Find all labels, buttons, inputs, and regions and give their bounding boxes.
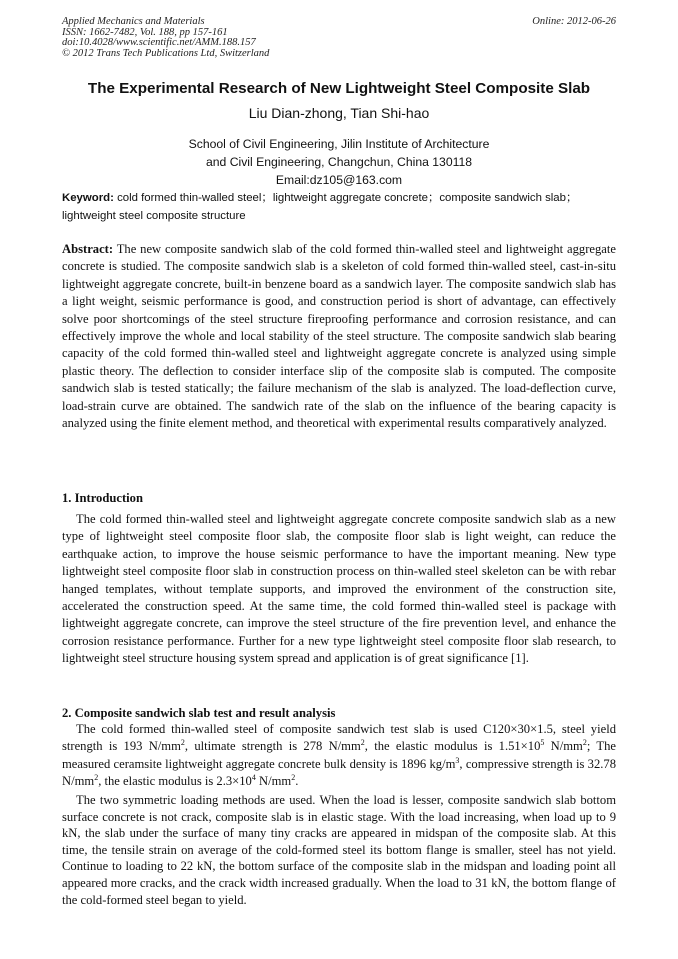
text-run: , the elastic modulus is 2.3×10 <box>98 774 252 789</box>
superscript: 3 <box>455 755 460 765</box>
section-heading-test: 2. Composite sandwich slab test and result analysis <box>62 706 336 720</box>
journal-name: Applied Mechanics and Materials <box>62 16 205 27</box>
superscript: 2 <box>360 738 365 748</box>
journal-header <box>62 17 269 59</box>
keywords-label: Keyword: <box>62 192 114 204</box>
text-run: ; The measured ceramsite lightweight aggregate concrete bulk density is 1896 kg/m <box>62 739 616 771</box>
online-date: Online: 2012-06-26 <box>532 16 616 27</box>
text-run: . <box>295 774 299 789</box>
introduction-paragraph: The cold formed thin-walled steel and lightweight aggregate concrete composite sandwich slab as a new type of lightweight steel composite floor slab, the composite floor slab is light weight, can reduce the earthquake action, to improve the house seismic performance to have the important meaning. New type lightweight steel composite floor slab in construction process on thin-walled steel skeleton can be with rebar hanged templates, without template supports, and improved the environment of the construction site, accelerated the construction speed. At the same time, the cold formed thin-walled steel is package with lightweight aggregate concrete, can improve the steel structure of the fire prevention level, and enhance the corrosion resistance performance. Further for a new type lightweight steel composite floor slab research, to lightweight steel structure housing system spread and application is of great significance [1]. <box>62 512 616 666</box>
superscript: 5 <box>540 738 545 748</box>
material-properties-paragraph <box>62 721 616 791</box>
paper-title: The Experimental Research of New Lightweight Steel Composite Slab <box>87 80 591 97</box>
author-email: Email:dz105@163.com <box>275 173 403 187</box>
abstract-paragraph <box>62 241 616 432</box>
abstract-text: The new composite sandwich slab of the cold formed thin-walled steel and lightweight aggregate concrete is studied. The composite sandwich slab is a skeleton of cold formed thin-walled steel, cast-in-situ lightweight aggregate concrete, built-in benzene board as a sandwich layer. The composite sandwich slab has a light weight, seismic performance is good, and construction period is short of advantage, can effectively solve poor shortcomings of the steel structure fireproofing performance and corrosion resistance, and can effectively improve the whole and local stability of the steel structure. The composite sandwich slab bearing capacity of the cold formed thin-walled steel and lightweight aggregate concrete is analyzed using simple plastic theory. The deflection to consider interface slip of the composite slab is computed. The composite sandwich slab is tested statically; the failure mechanism of the slab is analyzed. The load-deflection curve, load-strain curve are obtained. The sandwich rate of the slab on the influence of the bearing capacity is analyzed using the finite element method, and theoretical with experimental results comparatively analyzed. <box>62 242 616 431</box>
superscript: 2 <box>291 773 296 783</box>
doi-line: doi:10.4028/www.scientific.net/AMM.188.157 <box>62 37 256 48</box>
copyright-line: © 2012 Trans Tech Publications Ltd, Switzerland <box>62 47 270 59</box>
loading-methods-paragraph: The two symmetric loading methods are used. When the load is lesser, composite sandwich slab bottom surface concrete is not crack, composite slab is in elastic stage. With the load increasing, when load up to 9 kN, the slab under the surface of many tiny cracks are appeared in midspan of the composite slab. At this time, the tensile strain on average of the cold-formed steel its bottom flange is smaller, steel has not yield. Continue to loading to 22 kN, the bottom surface of the composite slab in the midspan and loading point all appeared more cracks, and the crack width increased gradually. When the load to 31 kN, the bottom flange of the cold-formed steel began to yield. <box>62 793 616 907</box>
superscript: 2 <box>582 738 587 748</box>
affiliation-line-1: School of Civil Engineering, Jilin Institute of Architecture <box>188 137 490 151</box>
text-run: N/mm <box>255 774 292 789</box>
paper-authors: Liu Dian-zhong, Tian Shi-hao <box>248 105 430 121</box>
keywords-block <box>62 190 617 225</box>
superscript: 2 <box>180 738 185 748</box>
issn-line: ISSN: 1662-7482, Vol. 188, pp 157-161 <box>62 26 228 38</box>
text-run: The cold formed thin-walled steel of composite sandwich test slab is used C120×30×1.5, steel yield strength is 193 N/mm <box>62 722 616 754</box>
text-run: , the elastic modulus is 1.51×10 <box>364 739 541 754</box>
keywords-text: cold formed thin-walled steel；lightweight aggregate concrete；composite sandwich slab；lightweight steel composite structure <box>62 192 578 222</box>
superscript: 2 <box>94 773 99 783</box>
text-run: , ultimate strength is 278 N/mm <box>184 739 361 754</box>
text-run: N/mm <box>544 739 583 754</box>
superscript: 4 <box>251 773 256 783</box>
affiliation-line-2: and Civil Engineering, Changchun, China 130118 <box>205 155 473 169</box>
abstract-label: Abstract: <box>62 242 114 256</box>
text-run: , compressive strength is 32.78 N/mm <box>62 756 616 789</box>
section-heading-introduction: 1. Introduction <box>62 491 143 505</box>
